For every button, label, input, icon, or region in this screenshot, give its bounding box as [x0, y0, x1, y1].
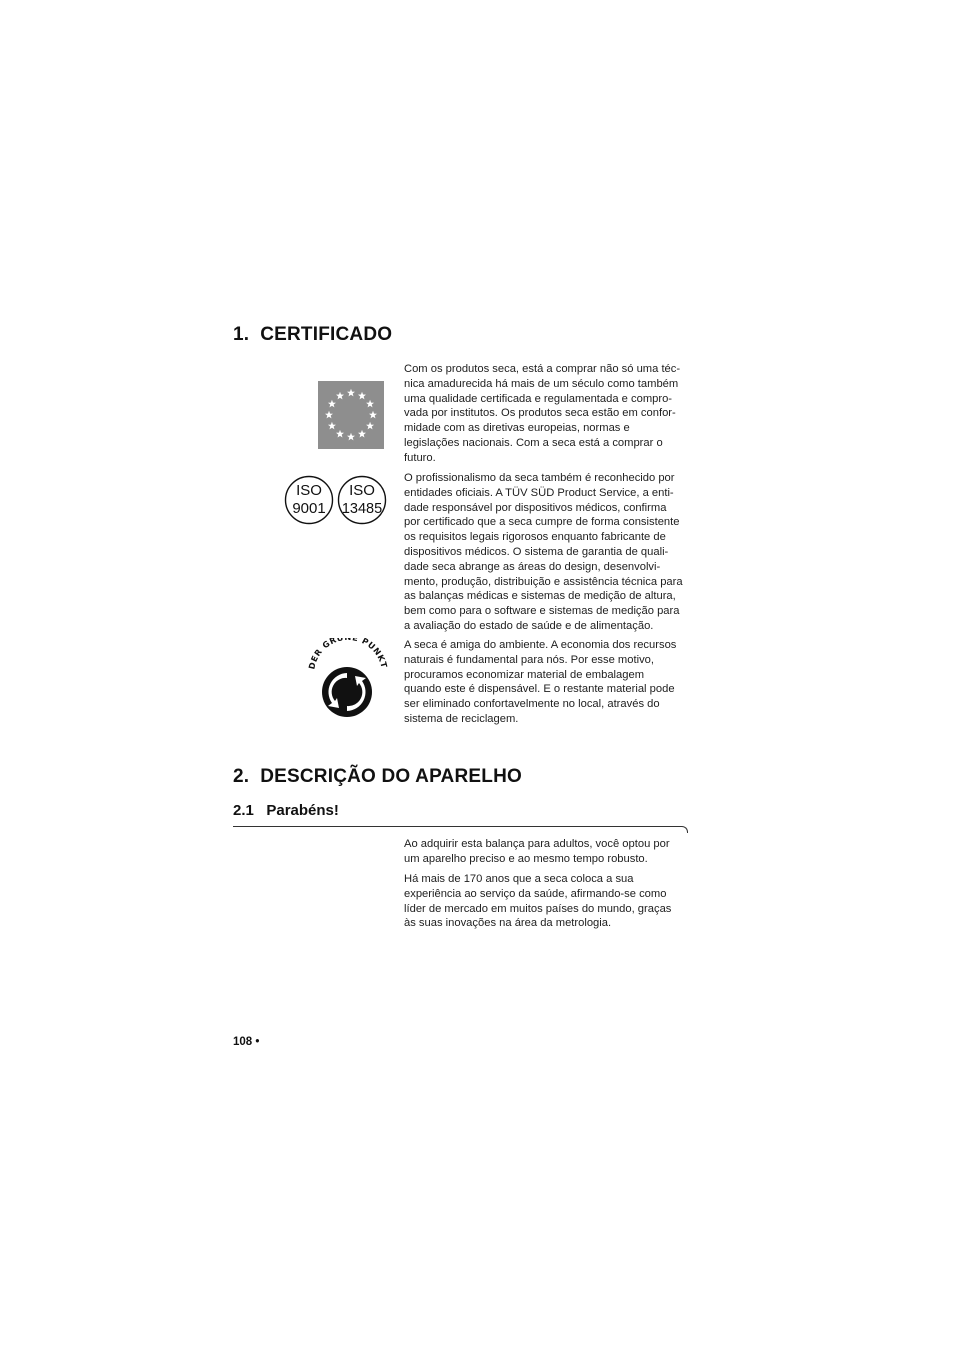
svg-text:DER GRÜNE PUNKT [306, 638, 388, 670]
text-line: Há mais de 170 anos que a seca coloca a sua [404, 873, 634, 885]
text-line: Ao adquirir esta balança para adultos, você optou por [404, 838, 670, 850]
text-line: procuramos economizar material de embalagem [404, 668, 645, 681]
text-line: um aparelho preciso e ao mesmo tempo robusto. [404, 852, 648, 865]
section-1-heading: 1. CERTIFICADO [233, 324, 393, 345]
eu-flag-icon [318, 381, 384, 449]
text-line: quando este é dispensável. E o restante material pode [404, 683, 675, 696]
certificate-paragraph-1 [404, 362, 680, 466]
text-line: vada por institutos. Os produtos seca estão em confor- [404, 407, 676, 420]
text-line: entidades oficiais. A TÜV SÜD Product Service, a enti- [404, 486, 674, 499]
iso-9001-badge [286, 477, 333, 524]
text-line: líder de mercado em muitos países do mundo, graças [404, 902, 672, 915]
section-rule-corner [681, 826, 688, 833]
gruene-punkt-icon [306, 638, 388, 718]
section-rule [233, 826, 682, 827]
iso-badges [283, 475, 387, 525]
iso-9001-top: ISO [296, 482, 322, 499]
text-line: mento, produção, distribuição e assistência técnica para [404, 575, 683, 588]
section-2-heading: 2. DESCRIÇÃO DO APARELHO [233, 766, 522, 787]
iso-13485-badge [339, 477, 386, 524]
text-line: A seca é amiga do ambiente. A economia dos recursos [404, 639, 677, 651]
iso-9001-bottom: 9001 [292, 500, 326, 517]
section-2-1-heading: 2.1 Parabéns! [233, 802, 339, 819]
iso-13485-bottom: 13485 [341, 501, 383, 517]
congrats-paragraph-1 [404, 837, 670, 867]
text-line: O profissionalismo da seca também é reconhecido por [404, 472, 675, 484]
text-line: as balanças médicas e sistemas de medição de altura, [404, 590, 676, 603]
page-number: 108 • [233, 1036, 260, 1048]
text-line: dade seca abrange as áreas do design, desenvolvi- [404, 560, 661, 573]
text-line: bem como para o software e sistemas de medição para [404, 605, 680, 618]
text-line: uma qualidade certificada e regulamentada e compro- [404, 392, 673, 405]
text-line: por certificado que a seca cumpre de forma consistente [404, 516, 680, 529]
certificate-paragraph-3 [404, 638, 676, 727]
text-line: a avaliação do estado de saúde e de alimentação. [404, 619, 654, 632]
text-line: midade com as diretivas europeias, normas e [404, 422, 630, 435]
text-line: Com os produtos seca, está a comprar não só uma téc- [404, 363, 681, 375]
text-line: naturais é fundamental para nós. Por esse motivo, [404, 653, 654, 666]
text-line: sistema de reciclagem. [404, 712, 519, 725]
text-line: ser eliminado confortavelmente no local, através do [404, 698, 660, 711]
text-line: legislações nacionais. Com a seca está a comprar o [404, 436, 663, 449]
text-line: às suas inovações na área da metrologia. [404, 917, 612, 930]
text-line: nica amadurecida há mais de um século como também [404, 377, 679, 390]
congrats-paragraph-2 [404, 872, 671, 931]
gruene-punkt-label: DER GR PUNK [306, 638, 388, 671]
text-line: experiência ao serviço da saúde, afirmando-se como [404, 887, 667, 900]
text-line: dade responsável por dispositivos médicos, confirma [404, 501, 667, 514]
text-line: dispositivos médicos. O sistema de garantia de quali- [404, 545, 669, 558]
certificate-paragraph-2 [404, 471, 683, 634]
iso-13485-top: ISO [349, 482, 375, 499]
text-line: futuro. [404, 451, 436, 464]
text-line: os requisitos legais rigorosos enquanto fabricante de [404, 531, 666, 544]
